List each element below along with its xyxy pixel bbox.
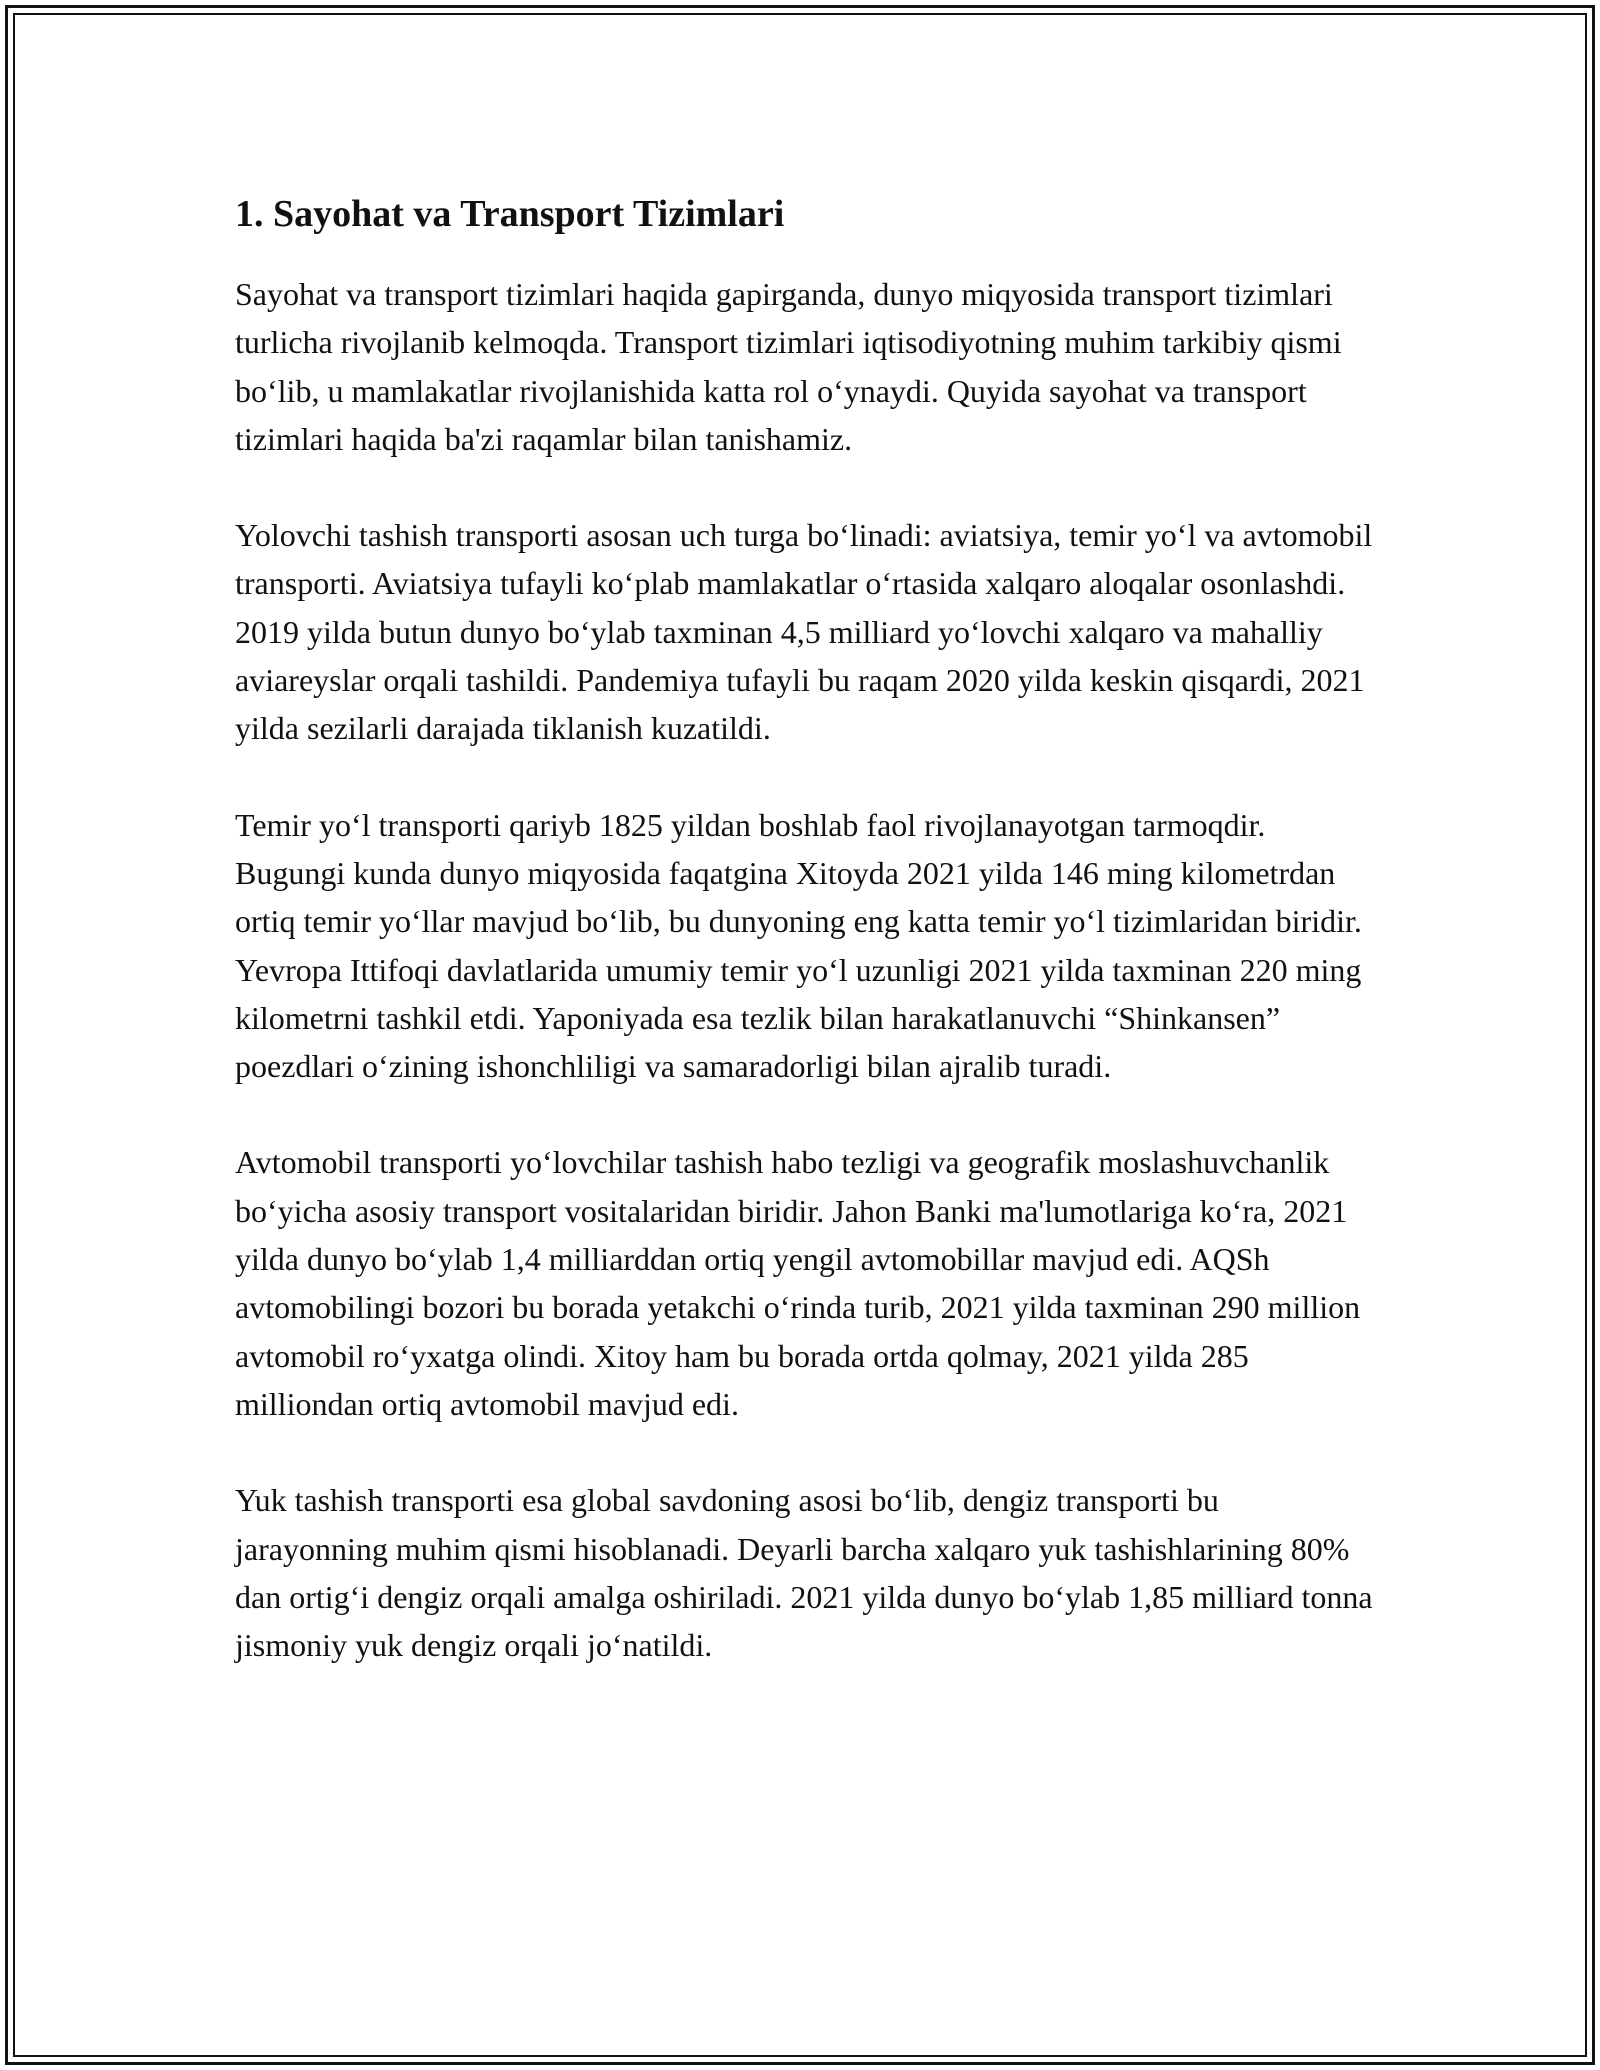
paragraph-road-transport: Avtomobil transporti yo‘lovchilar tashish habo tezligi va geografik moslashuvchanlik bo‘yicha asosiy transport vositalaridan biridir. Jahon Banki ma'lumotlariga ko‘ra, 2021 yilda dunyo bo‘ylab 1,4 milliarddan ortiq yengil avtomobillar mavjud edi. AQSh avtomobilingi bozori bu borada yetakchi o‘rinda turib, 2021 yilda taxminan 290 million avtomobil ro‘yxatga olindi. Xitoy ham bu borada ortda qolmay, 2021 yilda 285 milliondan ortiq avtomobil mavjud edi. (235, 1144, 1361, 1422)
document-body (235, 190, 1375, 1717)
paragraph-rail-transport: Temir yo‘l transporti qariyb 1825 yildan boshlab faol rivojlanayotgan tarmoqdir. Bugungi kunda dunyo miqyosida faqatgina Xitoyda 2021 yilda 146 ming kilometrdan ortiq temir yo‘llar mavjud bo‘lib, bu dunyoning eng katta temir yo‘l tizimlaridan biridir. Yevropa Ittifoqi davlatlarida umumiy temir yo‘l uzunligi 2021 yilda taxminan 220 ming kilometrni tashkil etdi. Yaponiyada esa tezlik bilan harakatlanuvchi “Shinkansen” poezdlari o‘zining ishonchliligi va samaradorligi bilan ajralib turadi. (235, 806, 1362, 1085)
paragraph-passenger-transport: Yolovchi tashish transporti asosan uch turga bo‘linadi: aviatsiya, temir yo‘l va avtomobil transporti. Aviatsiya tufayli ko‘plab mamlakatlar o‘rtasida xalqaro aloqalar osonlashdi. 2019 yilda butun dunyo bo‘ylab taxminan 4,5 milliard yo‘lovchi xalqaro va mahalliy aviareyslar orqali tashildi. Pandemiya tufayli bu raqam 2020 yilda keskin qisqardi, 2021 yilda sezilarli darajada tiklanish kuzatildi. (235, 517, 1373, 747)
section-heading: 1. Sayohat va Transport Tizimlari (235, 193, 785, 235)
paragraph-freight-transport: Yuk tashish transporti esa global savdoning asosi bo‘lib, dengiz transporti bu jarayonning muhim qismi hisoblanadi. Deyarli barcha xalqaro yuk tashishlarining 80% dan ortig‘i dengiz orqali amalga oshiriladi. 2021 yilda dunyo bo‘ylab 1,85 milliard tonna jismoniy yuk dengiz orqali jo‘natildi. (235, 1482, 1373, 1664)
paragraph-intro: Sayohat va transport tizimlari haqida gapirganda, dunyo miqyosida transport tizimlari turlicha rivojlanib kelmoqda. Transport tizimlari iqtisodiyotning muhim tarkibiy qismi bo‘lib, u mamlakatlar rivojlanishida katta rol o‘ynaydi. Quyida sayohat va transport tizimlari haqida ba'zi raqamlar bilan tanishamiz. (235, 276, 1342, 457)
